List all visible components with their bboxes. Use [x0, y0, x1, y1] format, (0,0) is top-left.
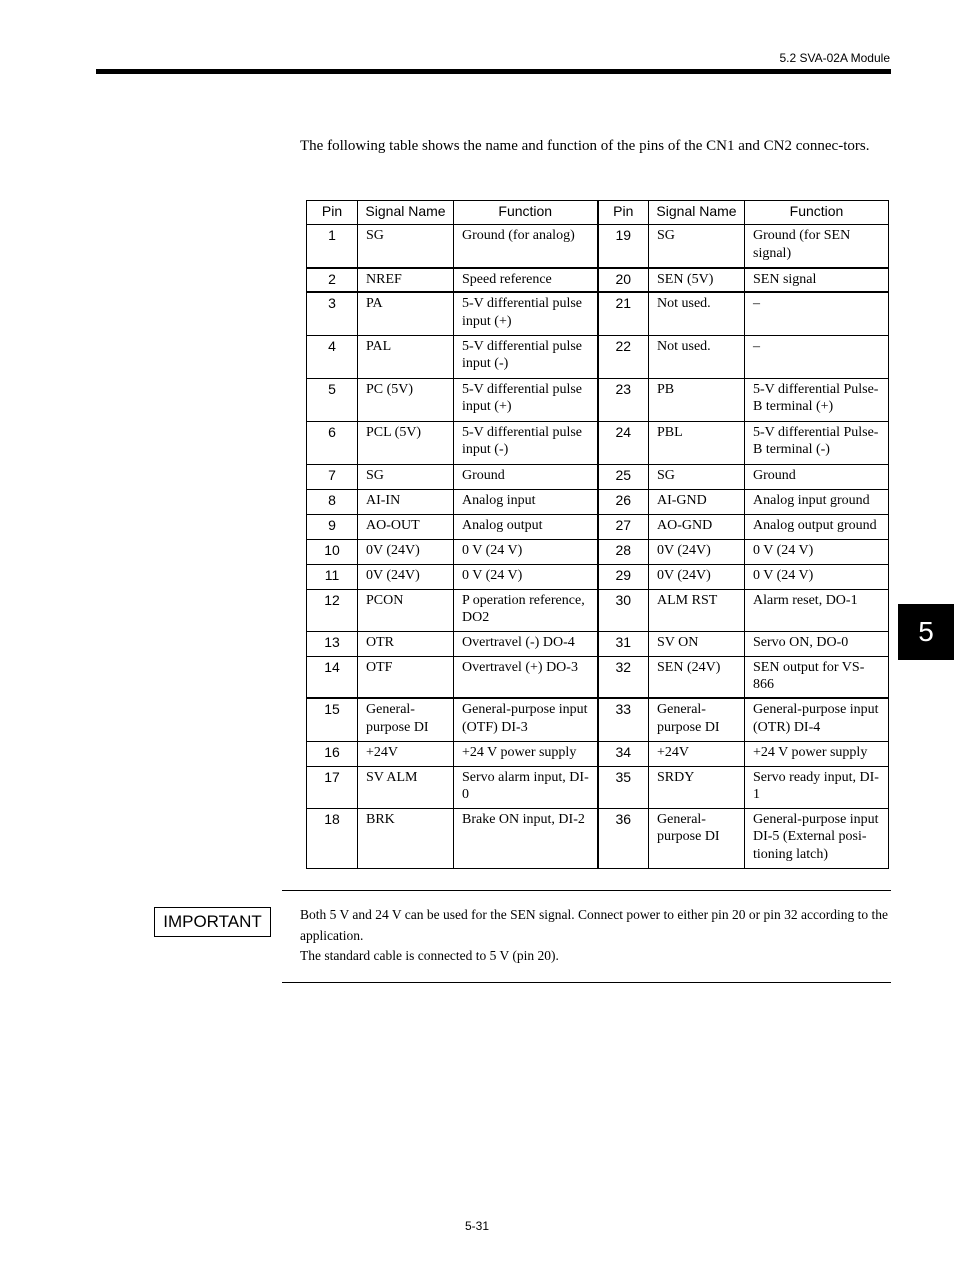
function-cell: Ground [454, 464, 598, 489]
pin-cell: 1 [307, 225, 358, 268]
pin-cell: 29 [598, 564, 649, 589]
table-row [307, 268, 889, 293]
col-header-function-2: Function [745, 201, 889, 225]
pin-cell: 15 [307, 698, 358, 741]
function-cell: General-purpose input (OTR) DI-4 [745, 698, 889, 741]
signal-name-cell: NREF [358, 268, 454, 293]
signal-name-cell: SEN (24V) [649, 656, 745, 698]
function-cell: +24 V power supply [454, 741, 598, 766]
function-cell: Analog output ground [745, 514, 889, 539]
section-header-label: 5.2 SVA-02A Module [779, 51, 890, 65]
pin-cell: 20 [598, 268, 649, 293]
function-cell: 0 V (24 V) [745, 564, 889, 589]
pin-cell: 26 [598, 489, 649, 514]
pin-cell: 23 [598, 378, 649, 421]
table-row [307, 589, 889, 631]
function-cell: 0 V (24 V) [454, 539, 598, 564]
signal-name-cell: General-purpose DI [358, 698, 454, 741]
pin-cell: 14 [307, 656, 358, 698]
table-row [307, 489, 889, 514]
signal-name-cell: 0V (24V) [358, 564, 454, 589]
signal-name-cell: General-purpose DI [649, 698, 745, 741]
table-row [307, 539, 889, 564]
page-number: 5-31 [464, 1219, 490, 1233]
signal-name-cell: +24V [649, 741, 745, 766]
function-cell: SEN signal [745, 268, 889, 293]
col-header-signal-name: Signal Name [358, 201, 454, 225]
pin-cell: 22 [598, 335, 649, 378]
signal-name-cell: SG [358, 225, 454, 268]
signal-name-cell: BRK [358, 808, 454, 868]
signal-name-cell: PA [358, 292, 454, 335]
function-cell: – [745, 335, 889, 378]
function-cell: General-purpose input DI-5 (External posi-tioning latch) [745, 808, 889, 868]
signal-name-cell: PAL [358, 335, 454, 378]
pin-cell: 2 [307, 268, 358, 293]
table-row [307, 631, 889, 656]
important-top-rule [282, 890, 891, 891]
table-row [307, 741, 889, 766]
signal-name-cell: Not used. [649, 335, 745, 378]
pin-cell: 8 [307, 489, 358, 514]
signal-name-cell: 0V (24V) [649, 564, 745, 589]
signal-name-cell: SG [649, 225, 745, 268]
pin-cell: 21 [598, 292, 649, 335]
pin-cell: 30 [598, 589, 649, 631]
pin-cell: 28 [598, 539, 649, 564]
pin-cell: 7 [307, 464, 358, 489]
signal-name-cell: PBL [649, 421, 745, 464]
pin-cell: 16 [307, 741, 358, 766]
pin-cell: 12 [307, 589, 358, 631]
pin-cell: 13 [307, 631, 358, 656]
signal-name-cell: SV ON [649, 631, 745, 656]
pin-cell: 10 [307, 539, 358, 564]
function-cell: Analog output [454, 514, 598, 539]
function-cell: General-purpose input (OTF) DI-3 [454, 698, 598, 741]
important-bottom-rule [282, 982, 891, 983]
signal-name-cell: Not used. [649, 292, 745, 335]
pin-cell: 18 [307, 808, 358, 868]
col-header-function: Function [454, 201, 598, 225]
function-cell: 5-V differential pulse input (-) [454, 421, 598, 464]
function-cell: Brake ON input, DI-2 [454, 808, 598, 868]
function-cell: Speed reference [454, 268, 598, 293]
function-cell: SEN output for VS-866 [745, 656, 889, 698]
function-cell: Ground (for SEN signal) [745, 225, 889, 268]
function-cell: Overtravel (-) DO-4 [454, 631, 598, 656]
table-row [307, 698, 889, 741]
signal-name-cell: SG [649, 464, 745, 489]
signal-name-cell: ALM RST [649, 589, 745, 631]
function-cell: P operation reference, DO2 [454, 589, 598, 631]
table-header-row [307, 201, 889, 225]
pin-cell: 9 [307, 514, 358, 539]
signal-name-cell: +24V [358, 741, 454, 766]
table-row [307, 292, 889, 335]
signal-name-cell: SRDY [649, 766, 745, 808]
function-cell: 0 V (24 V) [745, 539, 889, 564]
signal-name-cell: OTR [358, 631, 454, 656]
pin-cell: 31 [598, 631, 649, 656]
function-cell: Analog input [454, 489, 598, 514]
col-header-pin-2: Pin [598, 201, 649, 225]
function-cell: 5-V differential Pulse-B terminal (-) [745, 421, 889, 464]
col-header-pin: Pin [307, 201, 358, 225]
signal-name-cell: PC (5V) [358, 378, 454, 421]
important-line-1: Both 5 V and 24 V can be used for the SEN signal. Connect power to either pin 20 or pin 32 according to the application. [300, 907, 889, 943]
table-row [307, 335, 889, 378]
table-row [307, 766, 889, 808]
signal-name-cell: 0V (24V) [358, 539, 454, 564]
chapter-tab: 5 [898, 604, 954, 660]
pin-cell: 3 [307, 292, 358, 335]
signal-name-cell: AO-OUT [358, 514, 454, 539]
important-label: IMPORTANT [154, 907, 271, 937]
function-cell: – [745, 292, 889, 335]
signal-name-cell: AO-GND [649, 514, 745, 539]
function-cell: Ground [745, 464, 889, 489]
function-cell: Analog input ground [745, 489, 889, 514]
table-row [307, 225, 889, 268]
pin-cell: 36 [598, 808, 649, 868]
important-line-2: The standard cable is connected to 5 V (pin 20). [300, 948, 559, 963]
col-header-signal-name-2: Signal Name [649, 201, 745, 225]
pin-cell: 19 [598, 225, 649, 268]
pin-cell: 6 [307, 421, 358, 464]
table-row [307, 656, 889, 698]
table-row [307, 421, 889, 464]
signal-name-cell: PCL (5V) [358, 421, 454, 464]
function-cell: Servo ready input, DI-1 [745, 766, 889, 808]
signal-name-cell: 0V (24V) [649, 539, 745, 564]
pin-table [306, 200, 889, 869]
signal-name-cell: SEN (5V) [649, 268, 745, 293]
pin-cell: 25 [598, 464, 649, 489]
signal-name-cell: AI-GND [649, 489, 745, 514]
pin-cell: 5 [307, 378, 358, 421]
pin-cell: 35 [598, 766, 649, 808]
table-row [307, 514, 889, 539]
pin-cell: 27 [598, 514, 649, 539]
table-row [307, 564, 889, 589]
pin-cell: 34 [598, 741, 649, 766]
signal-name-cell: PCON [358, 589, 454, 631]
function-cell: Servo alarm input, DI-0 [454, 766, 598, 808]
function-cell: Alarm reset, DO-1 [745, 589, 889, 631]
function-cell: Servo ON, DO-0 [745, 631, 889, 656]
function-cell: Overtravel (+) DO-3 [454, 656, 598, 698]
function-cell: 5-V differential Pulse-B terminal (+) [745, 378, 889, 421]
table-row [307, 464, 889, 489]
signal-name-cell: SV ALM [358, 766, 454, 808]
function-cell: 0 V (24 V) [454, 564, 598, 589]
pin-cell: 11 [307, 564, 358, 589]
function-cell: Ground (for analog) [454, 225, 598, 268]
signal-name-cell: SG [358, 464, 454, 489]
pin-cell: 24 [598, 421, 649, 464]
signal-name-cell: AI-IN [358, 489, 454, 514]
function-cell: 5-V differential pulse input (+) [454, 378, 598, 421]
intro-paragraph: The following table shows the name and function of the pins of the CN1 and CN2 connec-tors. [300, 138, 870, 154]
signal-name-cell: OTF [358, 656, 454, 698]
function-cell: +24 V power supply [745, 741, 889, 766]
function-cell: 5-V differential pulse input (-) [454, 335, 598, 378]
pin-cell: 4 [307, 335, 358, 378]
important-note [300, 905, 892, 967]
signal-name-cell: General-purpose DI [649, 808, 745, 868]
pin-cell: 33 [598, 698, 649, 741]
pin-cell: 17 [307, 766, 358, 808]
header-rule [96, 69, 891, 74]
signal-name-cell: PB [649, 378, 745, 421]
table-row [307, 808, 889, 868]
pin-cell: 32 [598, 656, 649, 698]
function-cell: 5-V differential pulse input (+) [454, 292, 598, 335]
table-row [307, 378, 889, 421]
